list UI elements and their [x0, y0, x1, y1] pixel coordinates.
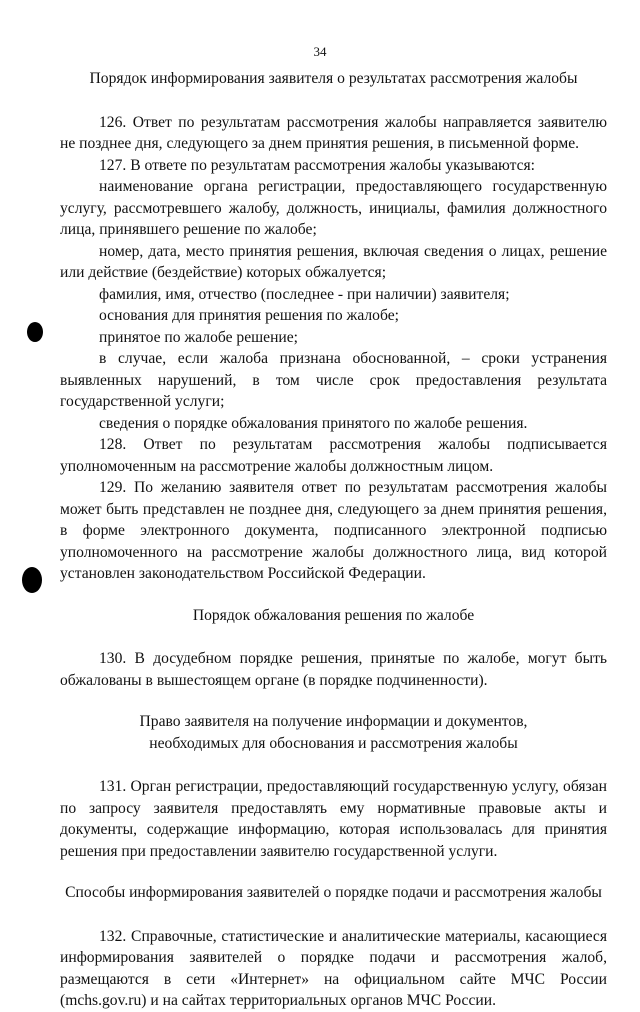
list-item: сведения о порядке обжалования принятого по жалобе решения. [99, 414, 528, 432]
section-heading: Порядок обжалования решения по жалобе [192, 606, 475, 624]
section-heading: Порядок информирования заявителя о результатах рассмотрения жалобы [89, 70, 578, 87]
paragraph-128: 128. Ответ по результатам рассмотрения жалобы подписывается уполномоченным на рассмотрение жалобы должностным лицом. [60, 436, 607, 475]
list-item: фамилия, имя, отчество (последнее - при наличии) заявителя; [99, 285, 510, 303]
list-item: в случае, если жалоба признана обоснованной, – сроки устранения выявленных нарушений, в том числе срок предоставления результата государственной услуги; [60, 350, 607, 410]
section-heading: Способы информирования заявителей о порядке подачи и рассмотрения жалобы [65, 884, 602, 901]
section-heading-line: необходимых для обоснования и рассмотрения жалобы [149, 734, 518, 752]
paragraph-126: 126. Ответ по результатам рассмотрения жалобы направляется заявителю не позднее дня, следующего за днем принятия решения, в письменной форме. [60, 113, 607, 152]
paragraph-130: 130. В досудебном порядке решения, принятые по жалобе, могут быть обжалованы в вышестоящем органе (в порядке подчиненности). [60, 650, 607, 689]
scan-mark [22, 567, 42, 593]
document-body [60, 68, 607, 1012]
list-item: основания для принятия решения по жалобе; [99, 307, 399, 324]
paragraph-129: 129. По желанию заявителя ответ по результатам рассмотрения жалобы может быть представлен не позднее дня, следующего за днем принятия решения, в форме электронного документа, подписанного электронной подписью уполномоченного на рассмотрение жалобы должностного лица, вид которой установлен законодательством Российской Федерации. [60, 479, 607, 582]
paragraph-131: 131. Орган регистрации, предоставляющий государственную услугу, обязан по запросу заявителя предоставлять ему нормативные правовые акты и документы, содержащие информацию, которая использовалась для принятия решения при предоставлении заявителю государственной услуги. [60, 778, 607, 860]
scan-mark [27, 322, 43, 342]
list-item: наименование органа регистрации, предоставляющего государственную услугу, рассмотревшего жалобу, должность, инициалы, фамилия должностного лица, принявшего решение по жалобе; [60, 178, 607, 238]
list-item: номер, дата, место принятия решения, включая сведения о лицах, решение или действие (бездействие) которых обжалуется; [60, 242, 607, 281]
section-heading-line: Право заявителя на получение информации и документов, [139, 713, 528, 730]
paragraph-132: 132. Справочные, статистические и аналитические материалы, касающиеся информирования заявителей о порядке подачи и рассмотрения жалоб, размещаются в сети «Интернет» на официальном сайте МЧС России (mchs.gov.ru) и на сайтах территориальных органов МЧС России. [60, 927, 607, 1009]
paragraph-127: 127. В ответе по результатам рассмотрения жалобы указываются: [99, 156, 535, 174]
list-item: принятое по жалобе решение; [99, 328, 299, 346]
page-number: 34 [313, 44, 327, 59]
